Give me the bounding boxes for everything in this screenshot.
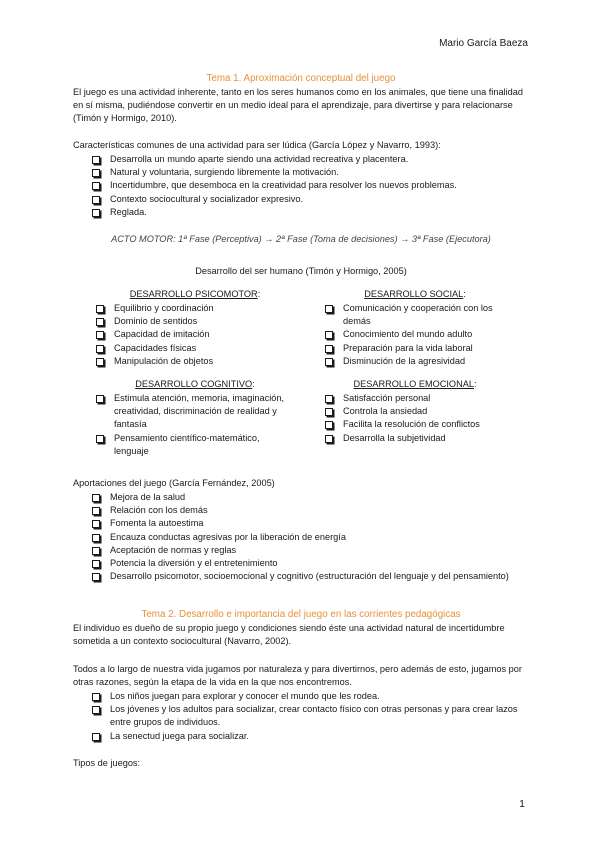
list-item: Relación con los demás <box>92 504 532 517</box>
aportaciones-title: Aportaciones del juego (García Fernández, 2005) <box>73 478 275 488</box>
list-item: Disminución de la agresividad <box>325 355 515 368</box>
list-item: Potencia la diversión y el entretenimiento <box>92 557 532 570</box>
list-item: Natural y voluntaria, surgiendo libremente la motivación. <box>92 166 532 179</box>
list-item: Desarrollo psicomotor, socioemocional y cognitivo (estructuración del lenguaje y del pensamiento) <box>92 570 532 583</box>
psicomotor-list <box>96 302 296 368</box>
list-item: Reglada. <box>92 206 532 219</box>
page-number: 1 <box>519 798 525 810</box>
emocional-list <box>325 392 515 445</box>
cognitivo-title: DESARROLLO COGNITIVO: <box>135 379 255 389</box>
acto-motor: ACTO MOTOR: 1ª Fase (Perceptiva) → 2ª Fase (Toma de decisiones) → 3ª Fase (Ejecutora) <box>111 234 491 244</box>
list-item: Facilita la resolución de conflictos <box>325 418 515 431</box>
author-name: Mario García Baeza <box>439 38 528 49</box>
list-item: Capacidad de imitación <box>96 328 296 341</box>
list-item: Mejora de la salud <box>92 491 532 504</box>
list-item: Conocimiento del mundo adulto <box>325 328 515 341</box>
list-item: Fomenta la autoestima <box>92 517 532 530</box>
social-title: DESARROLLO SOCIAL: <box>364 289 466 299</box>
list-item: Capacidades físicas <box>96 342 296 355</box>
list-item: Equilibrio y coordinación <box>96 302 296 315</box>
development-title: Desarrollo del ser humano (Timón y Hormigo, 2005) <box>195 266 407 276</box>
psicomotor-title: DESARROLLO PSICOMOTOR: <box>129 289 261 299</box>
emocional-title: DESARROLLO EMOCIONAL: <box>353 379 477 389</box>
list-item: Los niños juegan para explorar y conocer el mundo que les rodea. <box>92 690 532 703</box>
list-item: Comunicación y cooperación con los demás <box>325 302 515 328</box>
list-item: Preparación para la vida laboral <box>325 342 515 355</box>
list-item: Satisfacción personal <box>325 392 515 405</box>
tema2-title: Tema 2. Desarrollo e importancia del juego en las corrientes pedagógicas <box>141 609 461 620</box>
list-item: Controla la ansiedad <box>325 405 515 418</box>
tema1-title: Tema 1. Aproximación conceptual del juego <box>206 73 396 84</box>
list-item: Incertidumbre, que desemboca en la creatividad para resolver los nuevos problemas. <box>92 179 532 192</box>
social-list <box>325 302 515 368</box>
cognitivo-list <box>96 392 296 458</box>
list-item: Desarrolla la subjetividad <box>325 432 515 445</box>
list-item: Manipulación de objetos <box>96 355 296 368</box>
tipos-title: Tipos de juegos: <box>73 758 141 768</box>
list-item: Desarrolla un mundo aparte siendo una actividad recreativa y placentera. <box>92 153 532 166</box>
list-item: Contexto sociocultural y socializador expresivo. <box>92 193 532 206</box>
characteristics-list <box>92 153 532 219</box>
list-item: Dominio de sentidos <box>96 315 296 328</box>
tema1-intro: El juego es una actividad inherente, tanto en los seres humanos como en los animales, que tiene una finalidad en sí misma, pudiéndose convertir en un medio ideal para el aprendizaje, para divertirse y para relacionarse (Timón y Hormigo, 2010). <box>73 87 523 124</box>
list-item: Aceptación de normas y reglas <box>92 544 532 557</box>
tema2-intro: El individuo es dueño de su propio juego y condiciones siendo éste una actividad natural de incertidumbre sometida a un contexto sociocultural (Navarro, 2002). <box>73 623 505 647</box>
tema2-paragraph: Todos a lo largo de nuestra vida jugamos por naturaleza y para divertirnos, pero además de esto, jugamos por otras razones, según la etapa de la vida en la que nos encontremos. <box>73 664 522 688</box>
reasons-list <box>92 690 532 743</box>
list-item: Estimula atención, memoria, imaginación, creatividad, discriminación de realidad y fantasía <box>96 392 296 432</box>
list-item: Los jóvenes y los adultos para socializar, crear contacto físico con otras personas y para crear lazos entre grupos de individuos. <box>92 703 532 729</box>
list-item: Encauza conductas agresivas por la liberación de energía <box>92 531 532 544</box>
characteristics-title: Características comunes de una actividad para ser lúdica (García López y Navarro, 1993): <box>73 140 441 150</box>
list-item: La senectud juega para socializar. <box>92 730 532 743</box>
aportaciones-list <box>92 491 532 583</box>
list-item: Pensamiento científico-matemático, lenguaje <box>96 432 296 458</box>
